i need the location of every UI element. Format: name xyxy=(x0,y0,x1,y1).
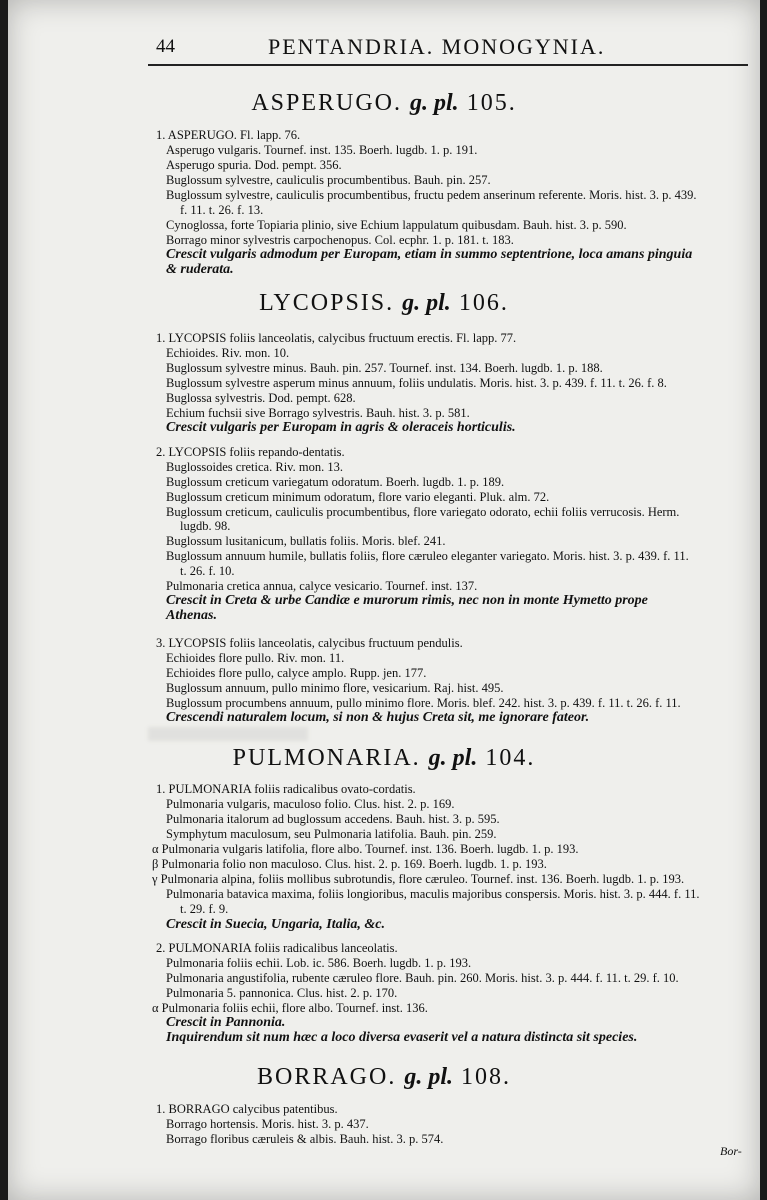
synonym-line: Pulmonaria batavica maxima, foliis longioribus, maculis majoribus conspersis. Moris. hist. 3. p. 444. f. 11. xyxy=(166,887,700,901)
page-header xyxy=(148,30,748,66)
synonym-line: Buglossum sylvestre, cauliculis procumbentibus, fructu pedem anserinum referente. Moris. hist. 3. p. 439. xyxy=(166,188,697,202)
synonym-line: Echioides flore pullo, calyce amplo. Rupp. jen. 177. xyxy=(166,666,427,680)
synonym-line: Buglossum sylvestre asperum minus annuum, foliis undulatis. Moris. hist. 3. p. 439. f. 11. t. 26. f. 8. xyxy=(166,376,667,390)
species-entry: 1. LYCOPSIS foliis lanceolatis, calycibus fructuum erectis. Fl. lapp. 77. xyxy=(156,331,517,345)
synonym-line: Buglossum annuum, pullo minimo flore, vesicarium. Raj. hist. 495. xyxy=(166,681,504,695)
running-title: PENTANDRIA. MONOGYNIA. xyxy=(268,34,606,59)
book-page xyxy=(8,0,760,1200)
habitat-line: Crescit vulgaris admodum per Europam, etiam in summo septentrione, loca amans pinguia xyxy=(166,247,693,262)
synonym-line: Buglossum lusitanicum, bullatis foliis. Moris. blef. 241. xyxy=(166,534,446,548)
synonym-line: Buglossum sylvestre minus. Bauh. pin. 257. Tournef. inst. 134. Boerh. lugdb. 1. p. 188. xyxy=(166,361,603,375)
habitat-line: Crescit vulgaris per Europam in agris & oleraceis horticulis. xyxy=(166,420,516,435)
synonym-line: Echioides flore pullo. Riv. mon. 11. xyxy=(166,651,345,665)
page-number: 44 xyxy=(156,36,175,57)
synonym-line: Borrago floribus cæruleis & albis. Bauh. hist. 3. p. 574. xyxy=(166,1132,444,1146)
habitat-line: & ruderata. xyxy=(166,262,234,277)
species-entry: 1. PULMONARIA foliis radicalibus ovato-cordatis. xyxy=(156,782,416,796)
variety-line: α Pulmonaria foliis echii, flore albo. Tournef. inst. 136. xyxy=(152,1001,428,1015)
synonym-line: Pulmonaria 5. pannonica. Clus. hist. 2. p. 170. xyxy=(166,986,398,1000)
synonym-line: Pulmonaria vulgaris, maculoso folio. Clus. hist. 2. p. 169. xyxy=(166,797,455,811)
synonym-line: lugdb. 98. xyxy=(180,519,231,533)
synonym-line: Buglossoides cretica. Riv. mon. 13. xyxy=(166,460,343,474)
synonym-line: t. 29. f. 9. xyxy=(180,902,229,916)
synonym-line: Echioides. Riv. mon. 10. xyxy=(166,346,290,360)
genus-heading-borrago: BORRAGO. g. pl. 108. xyxy=(256,1064,512,1090)
species-entry: 1. ASPERUGO. Fl. lapp. 76. xyxy=(156,128,301,142)
genus-heading-lycopsis: LYCOPSIS. g. pl. 106. xyxy=(259,290,509,316)
genus-heading-asperugo: ASPERUGO. g. pl. 105. xyxy=(251,90,517,116)
habitat-line: Crescit in Creta & urbe Candiæ e murorum rimis, nec non in monte Hymetto prope xyxy=(166,593,648,608)
synonym-line: Cynoglossa, forte Topiaria plinio, sive Echium lappulatum quibusdam. Bauh. hist. 3. p. 590. xyxy=(166,218,627,232)
synonym-line: Buglossa sylvestris. Dod. pempt. 628. xyxy=(166,391,356,405)
synonym-line: Buglossum annuum humile, bullatis foliis, flore cæruleo eleganter variegato. Moris. hist. 3. p. 439. f. 11. xyxy=(166,549,689,563)
synonym-line: Borrago hortensis. Moris. hist. 3. p. 437. xyxy=(166,1117,369,1131)
synonym-line: Buglossum procumbens annuum, pullo minimo flore. Moris. blef. 242. hist. 3. p. 439. f. 11. t. 26. f. 11. xyxy=(166,696,681,710)
habitat-line: Inquirendum sit num hæc a loco diversa evaserit vel a natura distincta sit species. xyxy=(166,1030,638,1045)
synonym-line: Pulmonaria cretica annua, calyce vesicario. Tournef. inst. 137. xyxy=(166,579,478,593)
species-entry: 2. PULMONARIA foliis radicalibus lanceolatis. xyxy=(156,941,398,955)
variety-line: γ Pulmonaria alpina, foliis mollibus subrotundis, flore cæruleo. Tournef. inst. 136. Boerh. lugdb. 1. p. 193. xyxy=(152,872,685,886)
species-entry: 1. BORRAGO calycibus patentibus. xyxy=(156,1102,338,1116)
synonym-line: Echium fuchsii sive Borrago sylvestris. Bauh. hist. 3. p. 581. xyxy=(166,406,470,420)
synonym-line: Symphytum maculosum, seu Pulmonaria latifolia. Bauh. pin. 259. xyxy=(166,827,497,841)
synonym-line: Pulmonaria angustifolia, rubente cæruleo flore. Bauh. pin. 260. Moris. hist. 3. p. 444. f. 11. t. 29. f. 10. xyxy=(166,971,679,985)
variety-line: β Pulmonaria folio non maculoso. Clus. hist. 2. p. 169. Boerh. lugdb. 1. p. 193. xyxy=(152,857,547,871)
species-entry: 3. LYCOPSIS foliis lanceolatis, calycibus fructuum pendulis. xyxy=(156,636,463,650)
synonym-line: f. 11. t. 26. f. 13. xyxy=(180,203,264,217)
synonym-line: Buglossum creticum minimum odoratum, flore vario eleganti. Pluk. alm. 72. xyxy=(166,490,550,504)
variety-line: α Pulmonaria vulgaris latifolia, flore albo. Tournef. inst. 136. Boerh. lugdb. 1. p. 193. xyxy=(152,842,579,856)
synonym-line: Pulmonaria italorum ad buglossum accedens. Bauh. hist. 3. p. 595. xyxy=(166,812,500,826)
synonym-line: t. 26. f. 10. xyxy=(180,564,235,578)
species-entry: 2. LYCOPSIS foliis repando-dentatis. xyxy=(156,445,345,459)
habitat-line: Crescit in Pannonia. xyxy=(166,1015,286,1030)
habitat-line: Crescendi naturalem locum, si non & hujus Creta sit, me ignorare fateor. xyxy=(166,710,590,725)
habitat-line: Athenas. xyxy=(166,608,217,623)
synonym-line: Asperugo vulgaris. Tournef. inst. 135. Boerh. lugdb. 1. p. 191. xyxy=(166,143,478,157)
synonym-line: Pulmonaria foliis echii. Lob. ic. 586. Boerh. lugdb. 1. p. 193. xyxy=(166,956,472,970)
catchword: Bor- xyxy=(720,1144,742,1158)
synonym-line: Buglossum creticum, cauliculis procumbentibus, flore variegato odorato, echii foliis verrucosis. Herm. xyxy=(166,505,680,519)
synonym-line: Buglossum creticum variegatum odoratum. Boerh. lugdb. 1. p. 189. xyxy=(166,475,505,489)
synonym-line: Buglossum sylvestre, cauliculis procumbentibus. Bauh. pin. 257. xyxy=(166,173,491,187)
ink-bleed-through xyxy=(148,727,308,741)
habitat-line: Crescit in Suecia, Ungaria, Italia, &c. xyxy=(166,917,385,932)
synonym-line: Asperugo spuria. Dod. pempt. 356. xyxy=(166,158,342,172)
genus-heading-pulmonaria: PULMONARIA. g. pl. 104. xyxy=(232,745,536,771)
synonym-line: Borrago minor sylvestris carpochenopus. Col. ecphr. 1. p. 181. t. 183. xyxy=(166,233,514,247)
